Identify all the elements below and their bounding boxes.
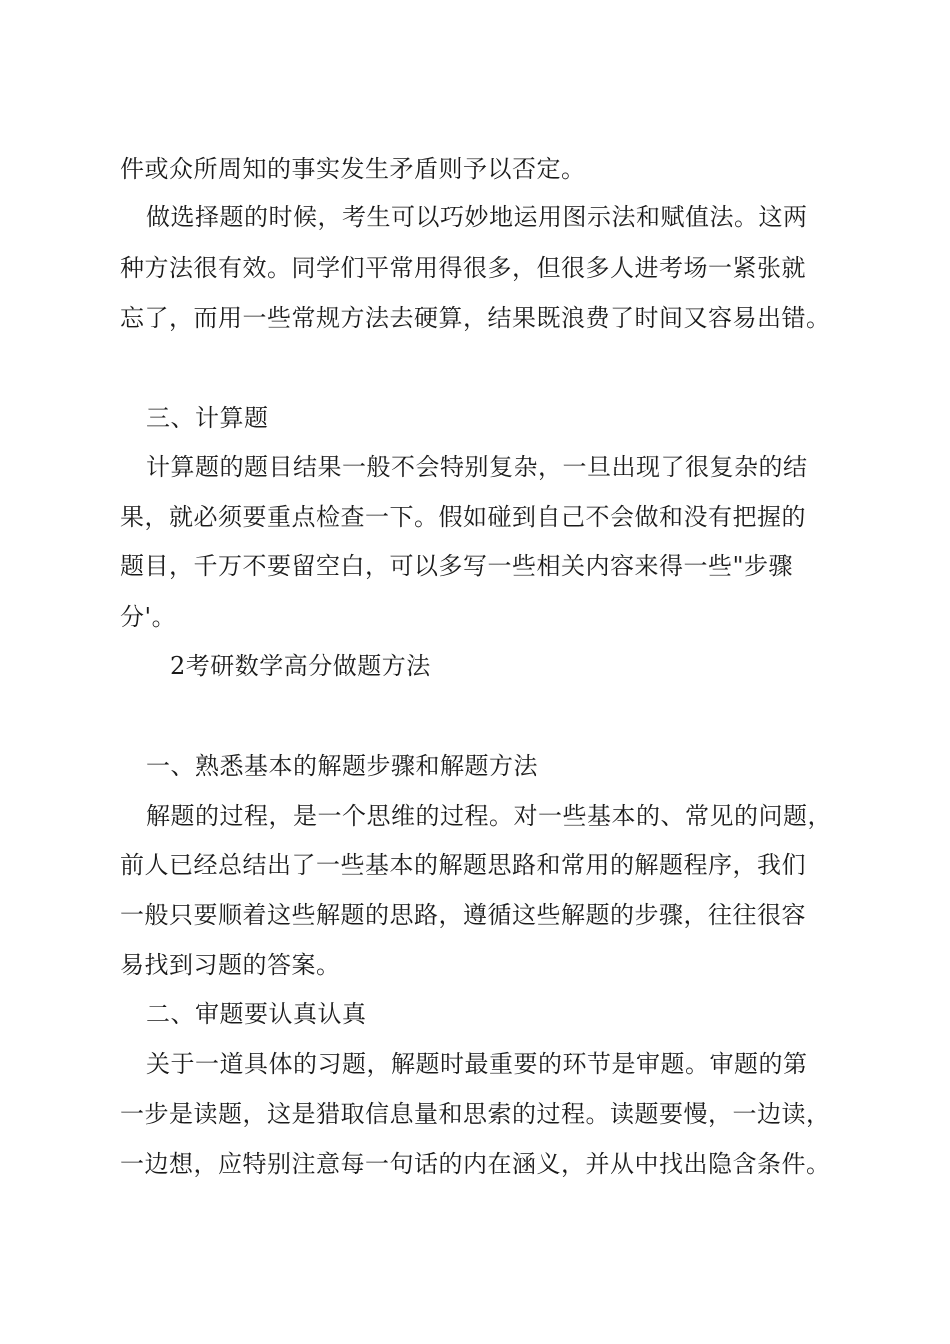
- paragraph-line: 前人已经总结出了一些基本的解题思路和常用的解题程序，我们: [120, 851, 806, 879]
- paragraph-line: 忘了，而用一些常规方法去硬算，结果既浪费了时间又容易出错。: [120, 304, 831, 332]
- section-heading: 一、熟悉基本的解题步骤和解题方法: [146, 752, 538, 780]
- paragraph-line: 易找到习题的答案。: [120, 951, 341, 979]
- paragraph-line: 计算题的题目结果一般不会特别复杂，一旦出现了很复杂的结: [146, 453, 808, 481]
- paragraph-line: 题目，千万不要留空白，可以多写一些相关内容来得一些"步骤: [120, 552, 794, 580]
- section-heading: 三、计算题: [146, 404, 269, 432]
- paragraph-line: 件或众所周知的事实发生矛盾则予以否定。: [120, 155, 586, 183]
- paragraph-line: 一步是读题，这是猎取信息量和思索的过程。读题要慢，一边读，: [120, 1100, 831, 1128]
- paragraph-line: 关于一道具体的习题，解题时最重要的环节是审题。审题的第: [146, 1050, 808, 1078]
- paragraph-line: 一边想，应特别注意每一句话的内在涵义，并从中找出隐含条件。: [120, 1150, 831, 1178]
- paragraph-line: 一般只要顺着这些解题的思路，遵循这些解题的步骤，往往很容: [120, 901, 806, 929]
- section-title: 2考研数学高分做题方法: [170, 652, 431, 680]
- section-heading: 二、审题要认真认真: [146, 1000, 367, 1028]
- paragraph-line: 果，就必须要重点检查一下。假如碰到自己不会做和没有把握的: [120, 503, 806, 531]
- paragraph-line: 分'。: [120, 603, 177, 631]
- paragraph-line: 种方法很有效。同学们平常用得很多，但很多人进考场一紧张就: [120, 254, 806, 282]
- paragraph-line: 解题的过程，是一个思维的过程。对一些基本的、常见的问题，: [146, 802, 832, 830]
- paragraph-line: 做选择题的时候，考生可以巧妙地运用图示法和赋值法。这两: [146, 203, 808, 231]
